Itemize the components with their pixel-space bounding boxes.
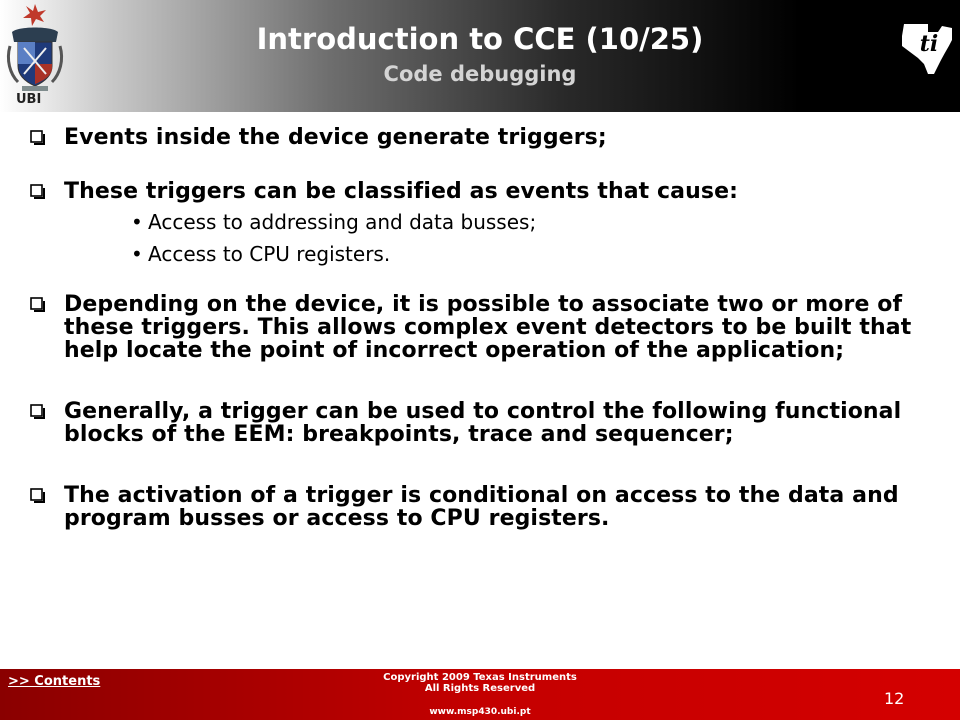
bullet-item [30, 180, 930, 203]
hollow-square-bullet-icon [30, 297, 46, 313]
texas-instruments-logo [898, 18, 956, 80]
slide-footer [0, 669, 960, 720]
slide-title: Introduction to CCE (10/25) [256, 22, 704, 56]
bullet-text: The activation of a trigger is conditional on access to the data and program busses or access to CPU registers. [64, 483, 899, 531]
hollow-square-bullet-icon [30, 130, 46, 146]
bullet-text: These triggers can be classified as events that cause: [64, 179, 739, 204]
footer-url: www.msp430.ubi.pt [429, 707, 531, 717]
ubi-logo-label: UBI [16, 92, 42, 107]
hollow-square-bullet-icon [30, 184, 46, 200]
bullet-item [30, 400, 930, 446]
dot-bullet-icon: • [131, 242, 143, 266]
contents-link[interactable]: >> Contents [8, 674, 101, 689]
slide-subtitle: Code debugging [383, 62, 577, 86]
slide-body [30, 126, 930, 530]
sub-bullet-item [30, 206, 930, 238]
sub-bullet-item [30, 238, 930, 270]
bullet-item [30, 293, 930, 362]
bullet-text: Generally, a trigger can be used to control the following functional blocks of the EEM: breakpoints, trace and sequencer; [64, 399, 902, 447]
bullet-text: Events inside the device generate triggers; [64, 125, 607, 150]
copyright-line: Copyright 2009 Texas Instruments [383, 672, 577, 683]
slide-header [0, 0, 960, 112]
hollow-square-bullet-icon [30, 404, 46, 420]
bullet-item [30, 484, 930, 530]
bullet-text: Depending on the device, it is possible to associate two or more of these triggers. This allows complex event detectors to be built that help locate the point of incorrect operation of the application; [64, 292, 912, 363]
page-number: 12 [884, 689, 905, 708]
copyright-notice [330, 672, 630, 694]
hollow-square-bullet-icon [30, 488, 46, 504]
copyright-line: All Rights Reserved [424, 683, 536, 694]
dot-bullet-icon: • [131, 210, 143, 234]
sub-bullet-text: Access to CPU registers. [148, 242, 391, 266]
svg-text:ti: ti [919, 31, 939, 57]
bullet-item [30, 126, 930, 149]
sub-bullet-text: Access to addressing and data busses; [148, 210, 537, 234]
